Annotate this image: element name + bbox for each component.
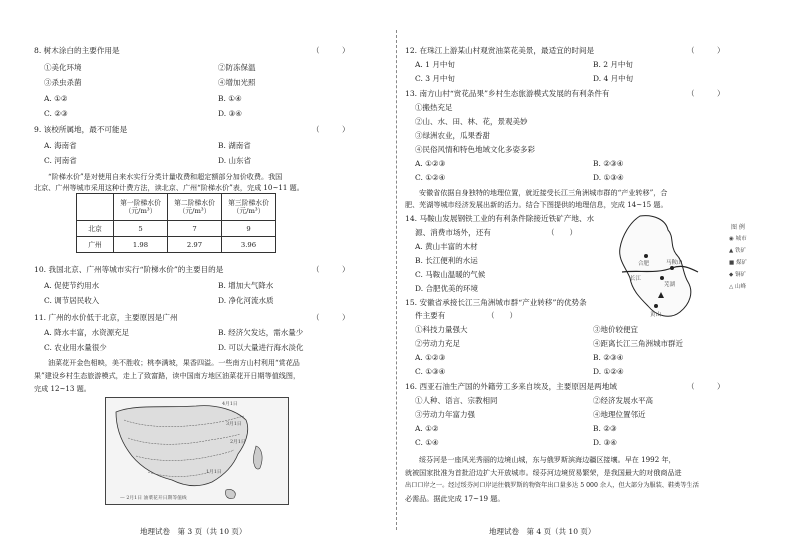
q11-choice-b: B. 经济欠发达，需水量少 <box>218 328 304 337</box>
q12-choice-a: A. 1 月中旬 <box>415 60 455 69</box>
q13-choice-d: D. ①③④ <box>593 173 624 182</box>
q10-stem: 10. 我国北京、广州等城市实行“阶梯水价”的主要目的是 <box>34 265 224 274</box>
page-footer-left: 地理试卷 第 3 页（共 10 页） <box>140 527 247 536</box>
suifenhe-intro-line2: 就被国家批准为首批沿边扩大开放城市。绥芬河边境贸易繁荣，是我国最大的对俄商品进 <box>405 468 682 477</box>
city-label-wuhu: 芜湖 <box>664 282 676 288</box>
q10-choice-d: D. 净化河流水质 <box>218 296 274 305</box>
suifenhe-intro-line1: 绥芬河是一座风光秀丽的边境山城，东与俄罗斯滨海边疆区接壤。早在 1992 年， <box>419 455 676 464</box>
table-corner-cell <box>77 194 114 221</box>
q13-option-1: ①搬热充足 <box>415 103 453 112</box>
q13-option-3: ③绿洲农业，瓜果香甜 <box>415 131 490 140</box>
q8-choice-b: B. ①④ <box>218 94 242 103</box>
q8-choice-a: A. ①② <box>44 94 68 103</box>
q11-choice-a: A. 降水丰富，水资源充足 <box>44 328 130 337</box>
table-header-tier2: 第二阶梯水价 （元/m³） <box>168 194 222 221</box>
q12-answer-bracket: （ ） <box>687 46 725 55</box>
q16-option-4: ④地理位置邻近 <box>593 410 646 419</box>
q8-answer-bracket: （ ） <box>312 46 350 55</box>
q16-stem: 16. 西亚石油生产国的外籍劳工多来自埃及，主要原因是两地域 <box>405 382 617 391</box>
table-cell-value: 2.97 <box>168 237 222 253</box>
q14-choice-b: B. 长江便利的水运 <box>415 256 478 265</box>
q10-answer-bracket: （ ） <box>312 265 350 274</box>
legend-title: 图 例 <box>731 224 745 231</box>
isoline-label: 4月1日 <box>222 402 238 407</box>
city-label-maanshan: 马鞍山 <box>666 260 683 266</box>
river-label: 长江 <box>630 276 642 282</box>
q9-choice-b: B. 湖南省 <box>218 141 251 150</box>
rapeseed-intro-line1: 油菜花开金色相映，美不胜收；桃李满坡，果香四溢。一些南方山村利用“赏花品 <box>48 358 300 367</box>
table-header-tier3: 第三阶梯水价 （元/m³） <box>222 194 276 221</box>
q16-choice-d: D. ③④ <box>593 438 617 447</box>
q13-stem: 13. 南方山村“赏花品果”乡村生态旅游模式发展的有利条件有 <box>405 89 610 98</box>
water-price-table <box>76 193 276 253</box>
q14-answer-bracket: （ ） <box>547 228 577 237</box>
q15-stem-line2: 件主要有 <box>415 311 446 320</box>
q11-choice-c: C. 农业用水量很少 <box>44 343 107 352</box>
q13-answer-bracket: （ ） <box>687 89 725 98</box>
q15-option-2: ②劳动力充足 <box>415 339 460 348</box>
q14-choice-d: D. 合肥优美的环境 <box>415 284 479 293</box>
page-4 <box>397 0 794 560</box>
page-footer-right: 地理试卷 第 4 页（共 10 页） <box>489 527 596 536</box>
table-cell-value: 9 <box>222 221 276 237</box>
q15-option-3: ③地价较便宜 <box>593 325 638 334</box>
rapeseed-intro-line3: 完成 12~13 题。 <box>34 384 91 393</box>
q16-option-1: ①人种、语言、宗教相同 <box>415 396 498 405</box>
q12-choice-b: B. 2 月中旬 <box>593 60 633 69</box>
q14-choice-a: A. 黄山丰富的木材 <box>415 242 478 251</box>
table-row <box>77 237 276 253</box>
q12-choice-d: D. 4 月中旬 <box>593 74 634 83</box>
copper-mine-icon: ◆ <box>729 272 734 278</box>
q14-stem-line1: 14. 马鞍山发展钢铁工业的有利条件除接近铁矿产地、水 <box>405 214 595 223</box>
isoline-label: 2月1日 <box>230 440 246 445</box>
peak-icon: △ <box>729 284 734 290</box>
suifenhe-intro-line4: 必需品。据此完成 17~19 题。 <box>405 494 505 503</box>
q8-option-2: ②防冻保温 <box>218 63 256 72</box>
q9-choice-c: C. 河南省 <box>44 156 77 165</box>
city-label-hefei: 合肥 <box>638 261 650 267</box>
q13-option-2: ②山、水、田、林、花，景观美妙 <box>415 117 528 126</box>
table-cell-city: 北京 <box>77 221 114 237</box>
q16-choice-c: C. ①④ <box>415 438 439 447</box>
q9-answer-bracket: （ ） <box>312 125 350 134</box>
q14-stem-line2: 源、消费市场外，还有 <box>415 228 491 237</box>
table-cell-value: 7 <box>168 221 222 237</box>
q15-choice-a: A. ①②③ <box>415 353 446 362</box>
coal-mine-icon: ■ <box>729 260 735 266</box>
table-cell-value: 5 <box>114 221 168 237</box>
q11-stem: 11. 广州的水价低于北京，主要原因是广州 <box>34 313 178 322</box>
city-label-huangshan: 黄山 <box>650 312 662 318</box>
q15-choice-d: D. ①②④ <box>593 367 624 376</box>
city-icon: ◉ <box>729 236 734 242</box>
rapeseed-isoline-map <box>105 397 289 505</box>
q16-choice-a: A. ①② <box>415 424 439 433</box>
q8-option-4: ④增加光照 <box>218 78 256 87</box>
q11-choice-d: D. 可以大量进行海水淡化 <box>218 343 304 352</box>
legend-item: ■ 煤矿 <box>729 260 747 266</box>
isoline-label: 1月1日 <box>206 470 222 475</box>
table-header-tier1: 第一阶梯水价 （元/m³） <box>114 194 168 221</box>
table-cell-value: 3.96 <box>222 237 276 253</box>
map-legend: — 2月1日 油菜花开日期等值线 <box>120 496 187 501</box>
water-price-intro-line2: 北京、广州等城市采用这种计费方法，读北京、广州“阶梯水价”表，完成 10~11 题。 <box>34 183 304 192</box>
q15-choice-b: B. ②③④ <box>593 353 624 362</box>
q10-choice-a: A. 促使节约用水 <box>44 281 100 290</box>
q15-option-1: ①科技力量强大 <box>415 325 468 334</box>
q8-option-3: ③杀虫杀菌 <box>44 78 82 87</box>
table-cell-city: 广州 <box>77 237 114 253</box>
iron-mine-icon: ▲ <box>729 248 734 254</box>
rapeseed-intro-line2: 果”建设乡村生态旅游模式，走上了致富路，读中国南方地区油菜花开日期等值线图， <box>34 371 301 380</box>
q10-choice-c: C. 调节居民收入 <box>44 296 100 305</box>
table-cell-value: 1.98 <box>114 237 168 253</box>
q13-choice-a: A. ①②③ <box>415 159 446 168</box>
anhui-map-drawing <box>610 212 720 324</box>
table-row <box>77 221 276 237</box>
q16-choice-b: B. ②③ <box>593 424 617 433</box>
q8-stem: 8. 树木涂白的主要作用是 <box>34 46 120 55</box>
q14-choice-c: C. 马鞍山温暖的气候 <box>415 270 486 279</box>
q12-choice-c: C. 3 月中旬 <box>415 74 455 83</box>
china-south-map-drawing <box>106 398 288 504</box>
q13-choice-b: B. ②③④ <box>593 159 624 168</box>
q9-stem: 9. 该校所属地，最不可能是 <box>34 125 128 134</box>
q9-choice-a: A. 海南省 <box>44 141 77 150</box>
q12-stem: 12. 在珠江上游某山村观赏油菜花美景，最适宜的时间是 <box>405 46 595 55</box>
q15-choice-c: C. ①③④ <box>415 367 446 376</box>
q11-answer-bracket: （ ） <box>312 313 350 322</box>
q16-option-3: ③劳动力年富力强 <box>415 410 475 419</box>
suifenhe-intro-line3: 出口口岸之一。经过绥芬河口岸运往俄罗斯的物资年出口量多达 5 000 余人，但大部分为服装、鞋类等生活 <box>405 482 699 489</box>
anhui-map <box>610 212 720 324</box>
water-price-intro-line1: “阶梯水价”是对使用自来水实行分类计量收费和超定额部分加价收费。我国 <box>48 172 283 181</box>
q13-choice-c: C. ①②④ <box>415 173 446 182</box>
q13-option-4: ④民俗风情和特色地域文化多姿多彩 <box>415 145 535 154</box>
legend-item: ◉ 城市 <box>729 236 747 242</box>
q16-answer-bracket: （ ） <box>687 382 725 391</box>
legend-item: ▲ 铁矿 <box>729 248 746 254</box>
q10-choice-b: B. 增加大气降水 <box>218 281 274 290</box>
q9-choice-d: D. 山东省 <box>218 156 252 165</box>
anhui-intro-line1: 安徽省依据自身独特的地理位置，就近接受长江三角洲城市群的“产业转移”，合 <box>419 188 668 197</box>
q15-option-4: ④距离长江三角洲城市群近 <box>593 339 683 348</box>
q15-answer-bracket: （ ） <box>487 311 517 320</box>
q16-option-2: ②经济发展水平高 <box>593 396 653 405</box>
isoline-label: 3月1日 <box>226 422 242 427</box>
q15-stem-line1: 15. 安徽省承接长江三角洲城市群“产业转移”的优势条 <box>405 298 587 307</box>
q8-option-1: ①美化环境 <box>44 63 82 72</box>
anhui-intro-line2: 肥、芜湖等城市经济发展出新的活力。结合下图提供的地理信息，完成 14~15 题。 <box>405 200 668 209</box>
q8-choice-c: C. ②③ <box>44 109 68 118</box>
q8-choice-d: D. ③④ <box>218 109 242 118</box>
legend-item: ◆ 铜矿 <box>729 272 746 278</box>
legend-item: △ 山峰 <box>729 284 746 290</box>
anhui-map-legend <box>727 222 765 312</box>
